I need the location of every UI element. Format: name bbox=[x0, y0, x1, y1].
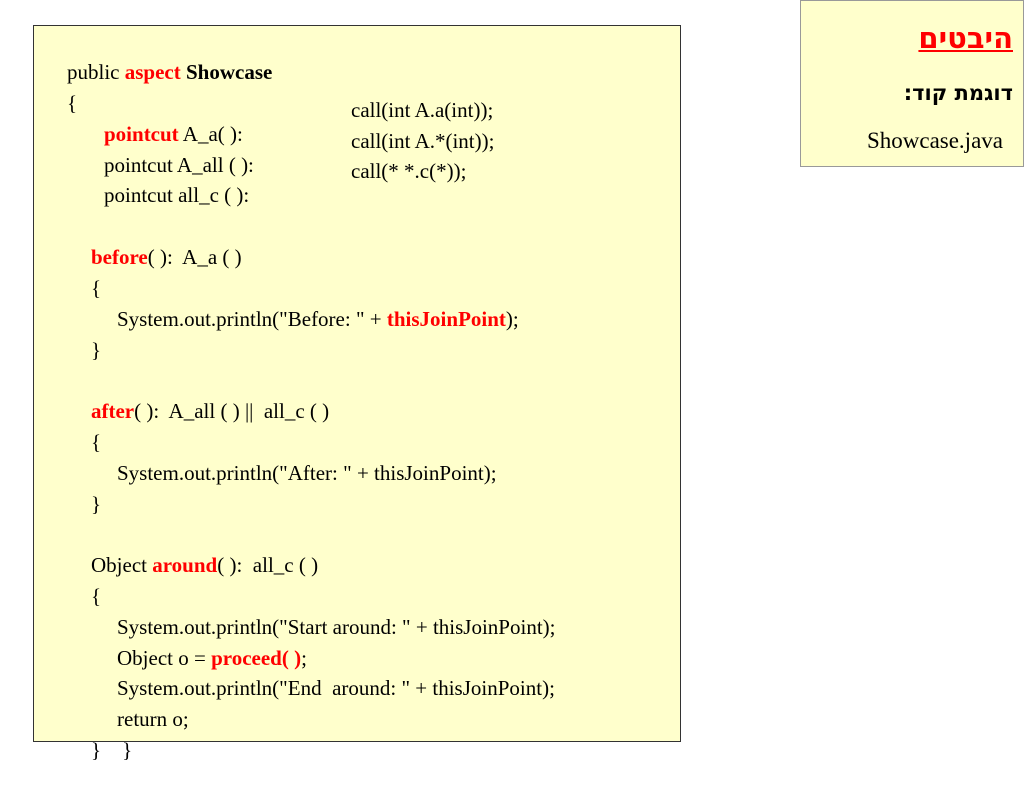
code-text: System.out.println("Start around: " + thisJoinPoint); bbox=[117, 615, 556, 639]
code-text: ( ): A_a ( ) bbox=[147, 245, 242, 269]
keyword-aspect: aspect bbox=[124, 60, 181, 84]
slide-subtitle: דוגמת קוד: bbox=[903, 81, 1013, 105]
keyword-around: around bbox=[152, 553, 218, 577]
title-panel bbox=[800, 0, 1024, 167]
aspect-name: Showcase bbox=[186, 60, 273, 84]
keyword-pointcut: pointcut bbox=[104, 122, 179, 146]
code-text: ; bbox=[301, 646, 307, 670]
code-text: System.out.println("End around: " + thisJoinPoint); bbox=[117, 676, 555, 700]
code-text: System.out.println("After: " + thisJoinPoint); bbox=[117, 461, 497, 485]
code-text: } bbox=[91, 492, 102, 516]
code-text: ); bbox=[505, 307, 519, 331]
code-text: ( ): all_c ( ) bbox=[217, 553, 319, 577]
file-name: Showcase.java bbox=[866, 128, 1003, 153]
keyword-thisjoinpoint: thisJoinPoint bbox=[386, 307, 506, 331]
code-line-closing-braces bbox=[70, 714, 132, 786]
code-text: { bbox=[67, 91, 78, 115]
keyword-before: before bbox=[91, 245, 148, 269]
code-text: Object o = bbox=[117, 646, 212, 670]
slide-title: היבטים bbox=[918, 21, 1013, 55]
keyword-after: after bbox=[91, 399, 135, 423]
code-text: call(int A.*(int)); bbox=[351, 129, 495, 153]
code-text: } } bbox=[91, 738, 133, 762]
keyword-proceed: proceed( ) bbox=[211, 646, 302, 670]
code-text: Object bbox=[91, 553, 153, 577]
code-text: pointcut A_all ( ): bbox=[104, 153, 254, 177]
code-text: call(* *.c(*)); bbox=[351, 159, 467, 183]
code-text: { bbox=[91, 276, 102, 300]
code-line-println-before bbox=[96, 283, 519, 355]
code-line-println-after bbox=[96, 437, 497, 509]
code-panel bbox=[33, 25, 681, 762]
code-text: System.out.println("Before: " + bbox=[117, 307, 387, 331]
code-text: A_a( ): bbox=[178, 122, 243, 146]
code-text: { bbox=[91, 430, 102, 454]
code-text: } bbox=[91, 338, 102, 362]
code-text: call(int A.a(int)); bbox=[351, 98, 494, 122]
code-text: { bbox=[91, 584, 102, 608]
code-text: public bbox=[67, 60, 125, 84]
code-text: ( ): A_all ( ) || all_c ( ) bbox=[134, 399, 330, 423]
code-text: return o; bbox=[117, 707, 189, 731]
code-text: pointcut all_c ( ): bbox=[104, 183, 250, 207]
code-line-open-brace bbox=[46, 67, 77, 139]
